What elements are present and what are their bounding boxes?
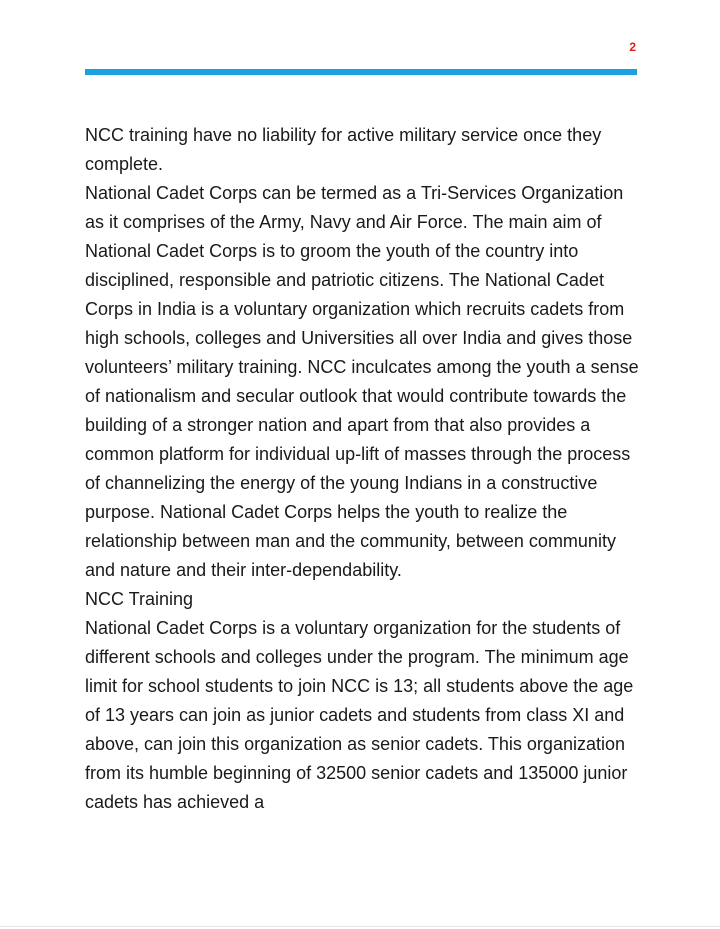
header-rule [85, 69, 637, 75]
document-body [85, 121, 645, 817]
paragraph-ncc-training: National Cadet Corps is a voluntary organization for the students of different schools and colleges under the program. The minimum age limit for school students to join NCC is 13; all students above the age of 13 years can join as junior cadets and students from class XI and above, can join this organization as senior cadets. This organization from its humble beginning of 32500 senior cadets and 135000 junior cadets has achieved a [85, 618, 634, 812]
section-heading-ncc-training: NCC Training [85, 589, 194, 609]
page-number: 2 [629, 40, 636, 54]
paragraph-tri-services: National Cadet Corps can be termed as a Tri-Services Organization as it comprises of the Army, Navy and Air Force. The main aim of National Cadet Corps is to groom the youth of the country into disciplined, responsible and patriotic citizens. The National Cadet Corps in India is a voluntary organization which recruits cadets from high schools, colleges and Universities all over India and gives those volunteers’ military training. NCC inculcates among the youth a sense of nationalism and secular outlook that would contribute towards the building of a stronger nation and apart from that also provides a common platform for individual up-lift of masses through the process of channelizing the energy of the young Indians in a constructive purpose. National Cadet Corps helps the youth to realize the relationship between man and the community, between community and nature and their inter-dependability. [85, 183, 639, 580]
page-bottom-edge [0, 926, 720, 927]
paragraph-liability: NCC training have no liability for active military service once they complete. [85, 125, 602, 174]
